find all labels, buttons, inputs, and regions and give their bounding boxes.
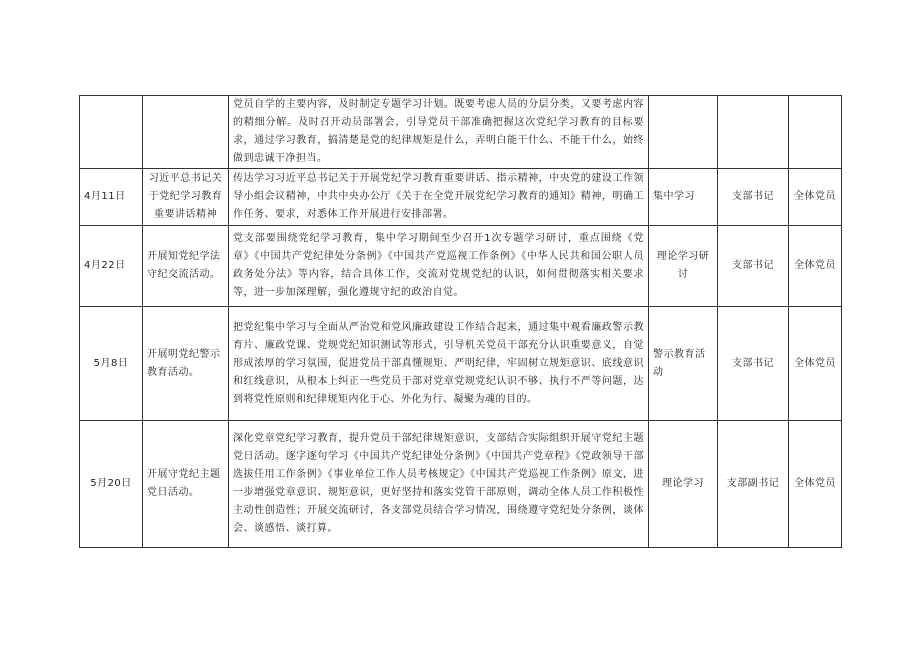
- content-cell: 党员自学的主要内容，及时制定专题学习计划。既要考虑人员的分层分类，又要考虑内容的精细分解。及时召开动员部署会，引导党员干部准确把握这次党纪学习教育的目标要求，通过学习教育，搞清楚是党的纪律规矩是什么，弄明白能干什么、不能干什么，始终做到忠诚干净担当。: [229, 96, 649, 169]
- table-row: [80, 169, 842, 226]
- lead-cell: 支部书记: [718, 169, 789, 226]
- date-cell: 4月11日: [80, 169, 143, 226]
- content-cell: 党支部要围绕党纪学习教育，集中学习期间至少召开1次专题学习研讨，重点围绕《党章》《中国共产党纪律处分条例》《中国共产党巡视工作条例》《中华人民共和国公职人员政务处分法》等内容，结合具体工作，交流对党规党纪的认识，如何贯彻落实相关要求等，进一步加深理解，强化遵规守纪的政治自觉。: [229, 226, 649, 307]
- form-cell: 警示教育活动: [649, 307, 718, 421]
- date-cell: 5月20日: [80, 421, 143, 548]
- date-cell: 4月22日: [80, 226, 143, 307]
- date-cell: [80, 96, 143, 169]
- table-row: [80, 307, 842, 421]
- lead-cell: [718, 96, 789, 169]
- date-cell: 5月8日: [80, 307, 143, 421]
- topic-cell: 开展明党纪警示教育活动。: [143, 307, 229, 421]
- topic-cell: 开展知党纪学法守纪交流活动。: [143, 226, 229, 307]
- form-cell: [649, 96, 718, 169]
- lead-cell: 支部副书记: [718, 421, 789, 548]
- content-cell: 把党纪集中学习与全面从严治党和党风廉政建设工作结合起来，通过集中观看廉政警示教育片、廉政党课、党规党纪知识测试等形式，引导机关党员干部充分认识重要意义，自觉形成浓厚的学习氛围，促进党员干部真懂规矩、严明纪律，牢固树立规矩意识、底线意识和红线意识，从根本上纠正一些党员干部对党章党规党纪认识不够、执行不严等问题，达到将党性原则和纪律规矩内化于心、外化为行、凝聚为魂的目的。: [229, 307, 649, 421]
- table-row: [80, 96, 842, 169]
- participants-cell: [789, 96, 842, 169]
- content-cell: 深化党章党纪学习教育，提升党员干部纪律规矩意识，支部结合实际组织开展守党纪主题党日活动。逐字逐句学习《中国共产党纪律处分条例》《中国共产党章程》《党政领导干部选拔任用工作条例》《事业单位工作人员考核规定》《中国共产党巡视工作条例》原文，进一步增强党章意识、规矩意识，更好坚持和落实党管干部原则，调动全体人员工作积极性主动性创造性；开展交流研讨，各支部党员结合学习情况，围绕遵守党纪处分条例，谈体会、谈感悟、谈打算。: [229, 421, 649, 548]
- participants-cell: 全体党员: [789, 226, 842, 307]
- study-plan-table: [79, 95, 842, 548]
- topic-cell: 习近平总书记关于党纪学习教育重要讲话精神: [143, 169, 229, 226]
- participants-cell: 全体党员: [789, 421, 842, 548]
- lead-cell: 支部书记: [718, 226, 789, 307]
- form-cell: 理论学习研讨: [649, 226, 718, 307]
- content-cell: 传达学习习近平总书记关于开展党纪学习教育重要讲话、指示精神，中央党的建设工作领导小组会议精神，中共中央办公厅《关于在全党开展党纪学习教育的通知》精神，明确工作任务、要求，对悉体工作开展进行安排部署。: [229, 169, 649, 226]
- topic-cell: 开展守党纪主题党日活动。: [143, 421, 229, 548]
- participants-cell: 全体党员: [789, 169, 842, 226]
- topic-cell: [143, 96, 229, 169]
- lead-cell: 支部书记: [718, 307, 789, 421]
- participants-cell: 全体党员: [789, 307, 842, 421]
- table-row: [80, 226, 842, 307]
- table-row: [80, 421, 842, 548]
- form-cell: 理论学习: [649, 421, 718, 548]
- form-cell: 集中学习: [649, 169, 718, 226]
